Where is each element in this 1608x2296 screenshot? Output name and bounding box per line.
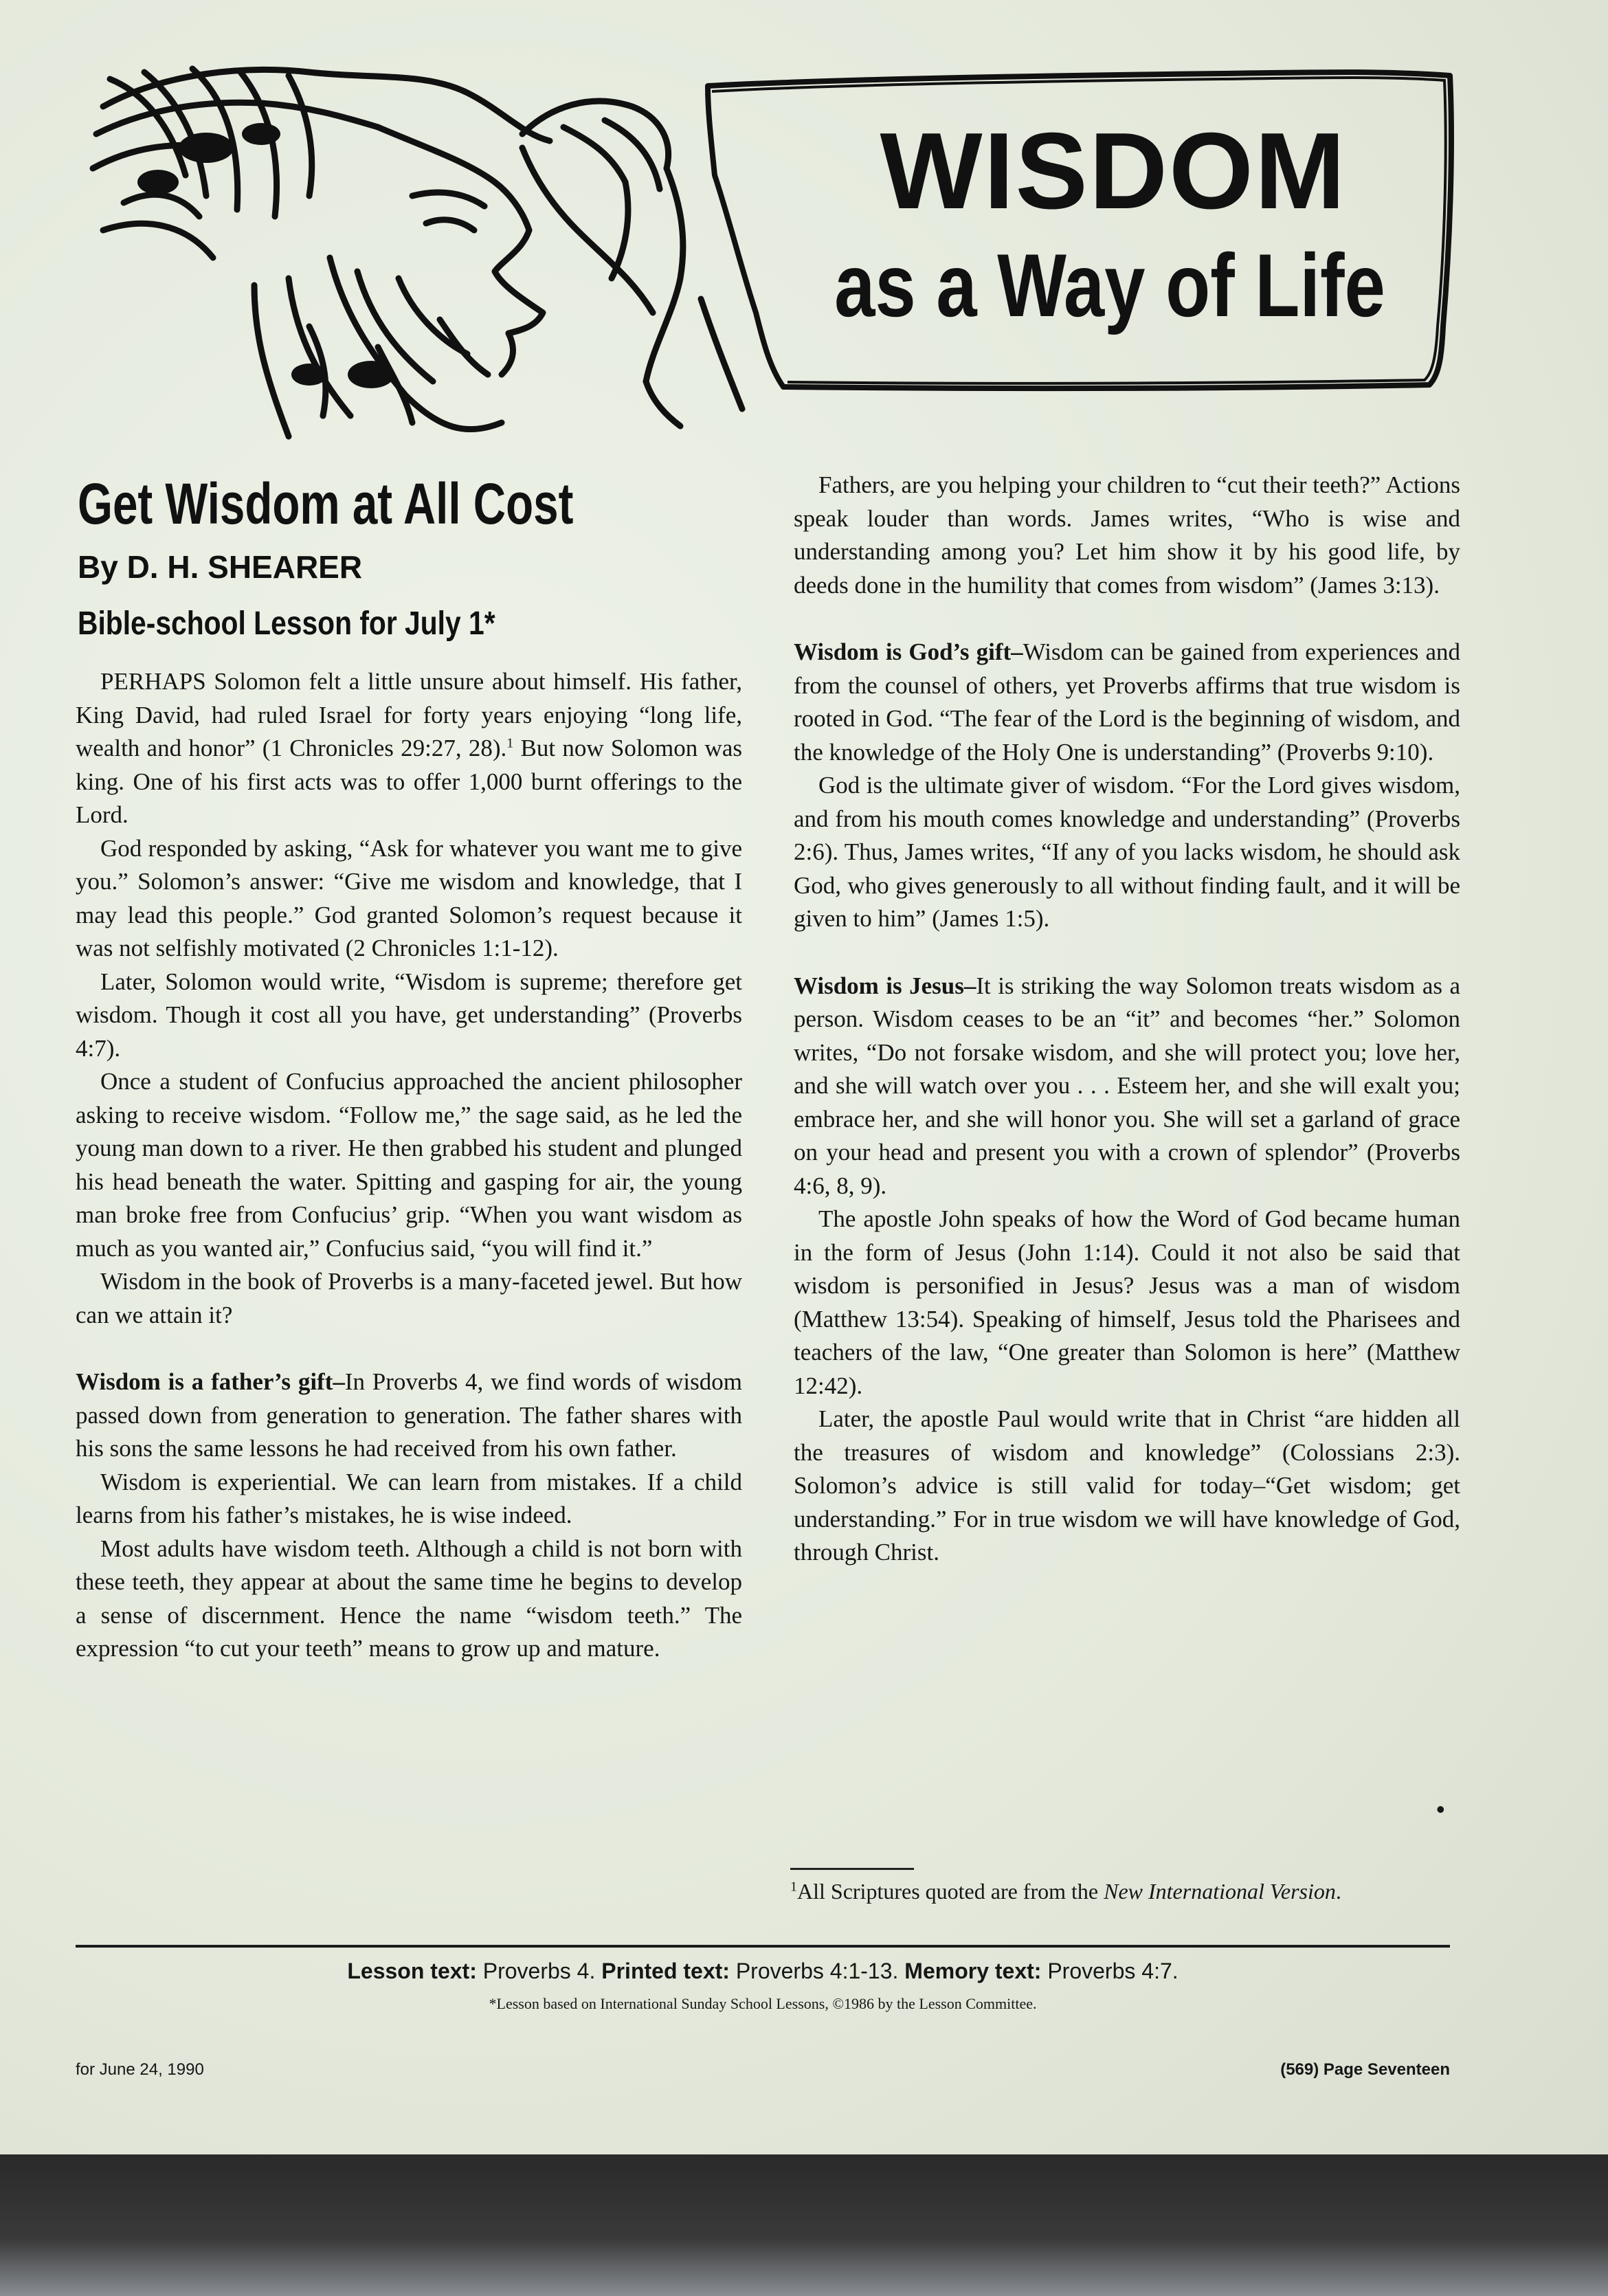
- lesson-credit-note: *Lesson based on International Sunday School Lessons, ©1986 by the Lesson Committee.: [489, 1995, 1037, 2012]
- article-title: WISDOM: [880, 111, 1347, 232]
- page-background-edge: [0, 2154, 1608, 2296]
- section-paragraph: Wisdom is God’s gift–Wisdom can be gained from experiences and from the counsel of others, yet Proverbs affirms that true wisdom is rooted in God. “The fear of the Lord is the beginning of wisdom, and the knowledge of the Holy One is understanding” (Proverbs 9:10).: [794, 638, 1460, 766]
- paragraph: Wisdom in the book of Proverbs is a many-faceted jewel. But how can we attain it?: [76, 1268, 742, 1328]
- paragraph: Later, Solomon would write, “Wisdom is supreme; therefore get wisdom. Though it cost all you have, get understanding” (Proverbs 4:7).: [76, 968, 742, 1062]
- issue-date: for June 24, 1990: [76, 2060, 204, 2079]
- paragraph: Most adults have wisdom teeth. Although a child is not born with these teeth, they appear at about the same time he begins to develop a sense of discernment. Hence the name “wisdom teeth.” The expression “to cut your teeth” means to grow up and mature.: [76, 1535, 742, 1662]
- section-paragraph: Wisdom is a father’s gift–In Proverbs 4, we find words of wisdom passed down from generation to generation. The father shares with his sons the same lessons he had received from his own father.: [76, 1368, 743, 1462]
- paragraph: Fathers, are you helping your children to “cut their teeth?” Actions speak louder than words. James writes, “Who is wise and understanding among you? Let him show it by his good life, by deeds done in the humility that comes from wisdom” (James 3:13).: [794, 471, 1461, 599]
- paragraph: God responded by asking, “Ask for whatever you want me to give you.” Solomon’s answer: “Give me wisdom and knowledge, that I may lead this people.” God granted Solomon’s request because it was not selfishly motivated (2 Chronicles 1:1-12).: [76, 834, 742, 961]
- footer-divider: [76, 1945, 1450, 1948]
- paragraph: Once a student of Confucius approached the ancient philosopher asking to receive wisdom. “Follow me,” the sage said, as he led the young man down to a river. He then grabbed his student and plunged his head beneath the water. Spitting and gasping for air, the young man broke free from Confucius’ grip. “When you want wisdom as much as you wanted air,” Confucius said, “you will find it.”: [76, 1068, 742, 1262]
- paragraph: The apostle John speaks of how the Word of God became human in the form of Jesus (John 1:14). Could it not also be said that wisdom is personified in Jesus? Jesus was a man of wisdom (Matthew 13:54). Speaking of himself, Jesus told the Pharisees and teachers of the law, “One greater than Solomon is here” (Matthew 12:42).: [794, 1205, 1460, 1399]
- section-heading: Wisdom is Jesus–: [794, 972, 976, 999]
- bearded-man-illustration: [82, 52, 783, 450]
- paragraph: Later, the apostle Paul would write that in Christ “are hidden all the treasures of wisdom and knowledge” (Colossians 2:3). Solomon’s advice is still valid for today–“Get wisdom; get understanding.” For in true wisdom we will have knowledge of God, through Christ.: [794, 1405, 1460, 1565]
- right-column: [794, 469, 1460, 1570]
- footnote: $^1$All Scriptures quoted are from the New International Version.: [790, 1879, 1341, 1904]
- lesson-title: Get Wisdom at All Cost: [78, 471, 574, 536]
- footnote-ref: 1: [506, 735, 514, 751]
- lesson-reference-line: Lesson text: Proverbs 4. Printed text: Proverbs 4:1-13. Memory text: Proverbs 4:7.: [347, 1959, 1179, 1983]
- paragraph: God is the ultimate giver of wisdom. “For the Lord gives wisdom, and from his mouth comes knowledge and understanding” (Proverbs 2:6). Thus, James writes, “If any of you lacks wisdom, he should ask God, who gives generously to all without finding fault, and it will be given to him” (James 1:5).: [794, 772, 1460, 932]
- section-heading: Wisdom is a father’s gift–: [76, 1368, 345, 1395]
- section-heading: Wisdom is God’s gift–: [794, 638, 1023, 665]
- byline: By D. H. SHEARER: [78, 549, 363, 585]
- footnote-divider: [790, 1868, 914, 1870]
- left-column: [76, 665, 742, 1666]
- paragraph: PERHAPS Solomon felt a little unsure about himself. His father, King David, had ruled Israel for forty years enjoying “long life, wealth and honor” (1 Chronicles 29:27, 28).$^1$ But now Solomon was king. One of his first acts was to offer 1,000 burnt offerings to the Lord.: [76, 668, 742, 828]
- article-subtitle: as a Way of Life: [834, 235, 1385, 335]
- page-number: (569) Page Seventeen: [1280, 2060, 1450, 2079]
- section-paragraph: Wisdom is Jesus–It is striking the way Solomon treats wisdom as a person. Wisdom ceases to be an “it” and becomes “her.” Solomon writes, “Do not forsake wisdom, and she will protect you; love her, and she will watch over you . . . Esteem her, and she will exalt you; embrace her, and she will honor you. She will set a garland of grace on your head and present you with a crown of splendor” (Proverbs 4:6, 8, 9).: [794, 972, 1461, 1199]
- end-mark: •: [1436, 1795, 1445, 1823]
- lesson-subtitle: Bible-school Lesson for July 1*: [78, 605, 495, 642]
- paragraph: Wisdom is experiential. We can learn from mistakes. If a child learns from his father’s mistakes, he is wise indeed.: [76, 1468, 742, 1528]
